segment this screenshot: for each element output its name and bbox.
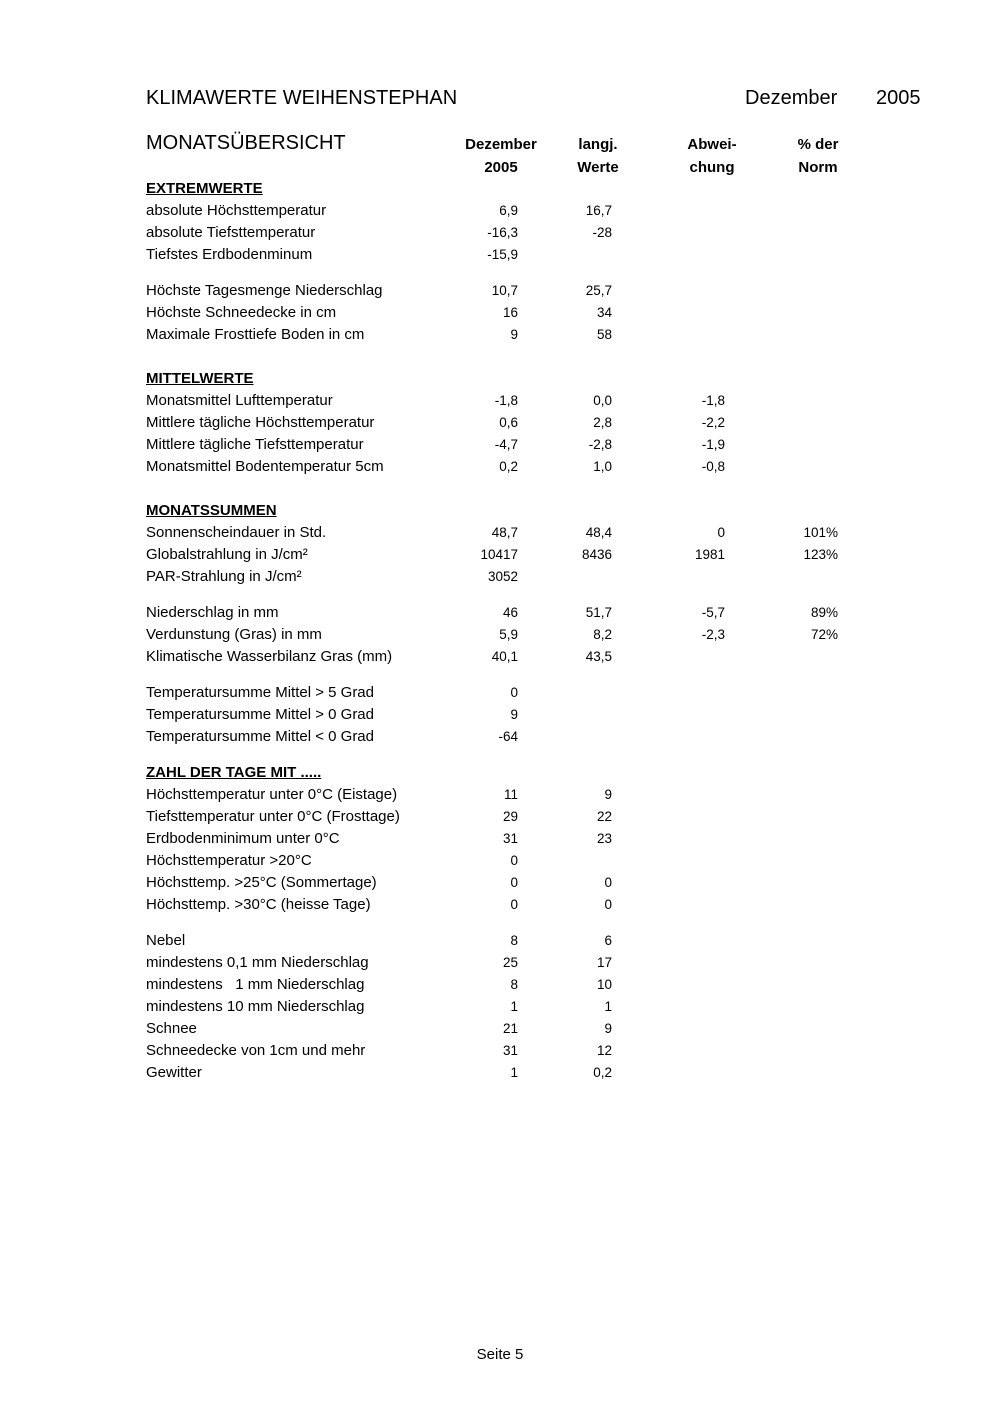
row-label: mindestens 1 mm Niederschlag <box>146 976 365 993</box>
table-row <box>0 224 1000 246</box>
value-deviation: -1,8 <box>701 393 725 408</box>
row-label: Sonnenscheindauer in Std. <box>146 524 327 541</box>
row-label: Höchste Schneedecke in cm <box>146 304 337 321</box>
table-row <box>0 896 1000 918</box>
table-row <box>0 706 1000 728</box>
row-label: Schnee <box>146 1020 197 1037</box>
section-heading-zahl-der-tage: ZAHL DER TAGE MIT ..... <box>146 764 322 781</box>
value-current: 5,9 <box>499 627 518 642</box>
table-row <box>0 808 1000 830</box>
value-deviation: 0 <box>717 525 725 540</box>
value-current: 46 <box>502 605 518 620</box>
table-row <box>0 830 1000 852</box>
value-current: 10,7 <box>491 283 518 298</box>
value-percent-norm: 72% <box>810 627 838 642</box>
value-current: 31 <box>502 1043 518 1058</box>
value-longterm: 51,7 <box>585 605 612 620</box>
table-row <box>0 684 1000 706</box>
value-longterm: -2,8 <box>588 437 612 452</box>
column-header-longterm-line1: langj. <box>578 136 618 153</box>
value-current: -15,9 <box>487 247 518 262</box>
column-header-percent-norm <box>763 133 873 179</box>
row-label: Temperatursumme Mittel > 0 Grad <box>146 706 374 723</box>
column-header-longterm <box>543 133 653 179</box>
table-row <box>0 728 1000 750</box>
value-current: 11 <box>503 787 518 802</box>
column-header-longterm-line2: Werte <box>577 159 619 176</box>
page-number: Seite 5 <box>476 1346 524 1363</box>
table-row <box>0 392 1000 414</box>
value-longterm: 8436 <box>581 547 612 562</box>
value-current: -64 <box>498 729 518 744</box>
value-current: 0 <box>510 875 518 890</box>
row-label: Höchste Tagesmenge Niederschlag <box>146 282 383 299</box>
table-row <box>0 282 1000 304</box>
value-longterm: 23 <box>596 831 612 846</box>
table-row <box>0 874 1000 896</box>
value-longterm: 9 <box>604 1021 612 1036</box>
value-longterm: 34 <box>596 305 612 320</box>
value-current: 21 <box>502 1021 518 1036</box>
value-current: 29 <box>502 809 518 824</box>
row-label: Klimatische Wasserbilanz Gras (mm) <box>146 648 393 665</box>
value-longterm: 16,7 <box>585 203 612 218</box>
table-row <box>0 326 1000 348</box>
value-current: -16,3 <box>487 225 518 240</box>
value-deviation: -5,7 <box>701 605 725 620</box>
value-percent-norm: 123% <box>803 547 838 562</box>
row-label: mindestens 0,1 mm Niederschlag <box>146 954 369 971</box>
value-longterm: 2,8 <box>593 415 612 430</box>
row-label: Tiefsttemperatur unter 0°C (Frosttage) <box>146 808 400 825</box>
row-label: Mittlere tägliche Höchsttemperatur <box>146 414 375 431</box>
value-deviation: -1,9 <box>701 437 725 452</box>
value-longterm: 43,5 <box>585 649 612 664</box>
value-longterm: 0 <box>604 897 612 912</box>
value-longterm: 25,7 <box>585 283 612 298</box>
value-current: 0 <box>510 853 518 868</box>
row-label: PAR-Strahlung in J/cm² <box>146 568 302 585</box>
value-current: 25 <box>502 955 518 970</box>
value-longterm: 10 <box>596 977 612 992</box>
column-header-current-line1: Dezember <box>465 136 537 153</box>
table-row <box>0 304 1000 326</box>
value-longterm: 1,0 <box>593 459 612 474</box>
value-current: 48,7 <box>491 525 518 540</box>
row-label: absolute Höchsttemperatur <box>146 202 327 219</box>
value-deviation: -2,3 <box>701 627 725 642</box>
row-label: Mittlere tägliche Tiefsttemperatur <box>146 436 364 453</box>
section-title: MONATSÜBERSICHT <box>146 132 346 154</box>
row-label: Monatsmittel Bodentemperatur 5cm <box>146 458 384 475</box>
value-current: 6,9 <box>499 203 518 218</box>
column-header-deviation-line1: Abwei- <box>687 136 737 153</box>
value-current: 3052 <box>487 569 518 584</box>
value-current: 31 <box>502 831 518 846</box>
row-label: Nebel <box>146 932 186 949</box>
row-label: Temperatursumme Mittel < 0 Grad <box>146 728 374 745</box>
page-title: KLIMAWERTE WEIHENSTEPHAN <box>146 87 458 109</box>
table-row <box>0 648 1000 670</box>
table-row <box>0 1064 1000 1086</box>
value-current: 0,2 <box>499 459 518 474</box>
value-longterm: 6 <box>604 933 612 948</box>
row-label: Temperatursumme Mittel > 5 Grad <box>146 684 374 701</box>
table-row <box>0 954 1000 976</box>
value-percent-norm: 89% <box>810 605 838 620</box>
section-heading-monatssummen: MONATSSUMMEN <box>146 502 277 519</box>
row-label: mindestens 10 mm Niederschlag <box>146 998 365 1015</box>
value-current: 0,6 <box>499 415 518 430</box>
value-current: 10417 <box>480 547 518 562</box>
row-label: Schneedecke von 1cm und mehr <box>146 1042 366 1059</box>
table-row <box>0 852 1000 874</box>
row-label: Niederschlag in mm <box>146 604 279 621</box>
table-row <box>0 414 1000 436</box>
row-label: Maximale Frosttiefe Boden in cm <box>146 326 365 343</box>
table-row <box>0 568 1000 590</box>
value-longterm: 0,2 <box>593 1065 612 1080</box>
value-deviation: -2,2 <box>701 415 725 430</box>
table-row <box>0 436 1000 458</box>
value-longterm: 12 <box>596 1043 612 1058</box>
section-heading-mittelwerte: MITTELWERTE <box>146 370 254 387</box>
table-row <box>0 1042 1000 1064</box>
table-row <box>0 998 1000 1020</box>
table-row <box>0 626 1000 648</box>
value-current: -4,7 <box>494 437 518 452</box>
value-current: 9 <box>510 327 518 342</box>
table-row <box>0 976 1000 998</box>
table-row <box>0 524 1000 546</box>
column-header-current <box>446 133 556 179</box>
row-label: Globalstrahlung in J/cm² <box>146 546 308 563</box>
row-label: Tiefstes Erdbodenminum <box>146 246 313 263</box>
value-longterm: 0 <box>604 875 612 890</box>
column-header-percent-norm-line1: % der <box>797 136 839 153</box>
row-label: Höchsttemperatur >20°C <box>146 852 312 869</box>
column-header-deviation <box>657 133 767 179</box>
row-label: Gewitter <box>146 1064 202 1081</box>
value-current: 1 <box>510 1065 518 1080</box>
value-current: 0 <box>510 685 518 700</box>
table-row <box>0 458 1000 480</box>
value-longterm: 58 <box>596 327 612 342</box>
value-longterm: 48,4 <box>585 525 612 540</box>
value-longterm: 22 <box>596 809 612 824</box>
column-header-deviation-line2: chung <box>689 159 735 176</box>
value-longterm: 0,0 <box>593 393 612 408</box>
table-row <box>0 202 1000 224</box>
value-deviation: -0,8 <box>701 459 725 474</box>
value-percent-norm: 101% <box>803 525 838 540</box>
value-current: 40,1 <box>491 649 518 664</box>
column-header-current-line2: 2005 <box>484 159 518 176</box>
table-row <box>0 932 1000 954</box>
value-longterm: 9 <box>604 787 612 802</box>
row-label: Verdunstung (Gras) in mm <box>146 626 322 643</box>
row-label: Erdbodenminimum unter 0°C <box>146 830 340 847</box>
value-current: 1 <box>510 999 518 1014</box>
value-current: 9 <box>510 707 518 722</box>
value-longterm: 1 <box>604 999 612 1014</box>
value-deviation: 1981 <box>694 547 725 562</box>
row-label: absolute Tiefsttemperatur <box>146 224 316 241</box>
table-row <box>0 786 1000 808</box>
table-row <box>0 604 1000 626</box>
column-header-percent-norm-line2: Norm <box>798 159 838 176</box>
value-longterm: 17 <box>596 955 612 970</box>
value-current: 16 <box>502 305 518 320</box>
row-label: Höchsttemp. >25°C (Sommertage) <box>146 874 377 891</box>
table-row <box>0 246 1000 268</box>
table-row <box>0 1020 1000 1042</box>
row-label: Monatsmittel Lufttemperatur <box>146 392 333 409</box>
table-row <box>0 546 1000 568</box>
row-label: Höchsttemp. >30°C (heisse Tage) <box>146 896 371 913</box>
row-label: Höchsttemperatur unter 0°C (Eistage) <box>146 786 398 803</box>
value-current: 8 <box>510 977 518 992</box>
value-longterm: 8,2 <box>593 627 612 642</box>
value-current: -1,8 <box>494 393 518 408</box>
value-current: 0 <box>510 897 518 912</box>
header-year: 2005 <box>876 87 921 109</box>
header-month: Dezember <box>745 87 838 109</box>
section-heading-extremwerte: EXTREMWERTE <box>146 180 263 197</box>
value-longterm: -28 <box>592 225 612 240</box>
value-current: 8 <box>510 933 518 948</box>
